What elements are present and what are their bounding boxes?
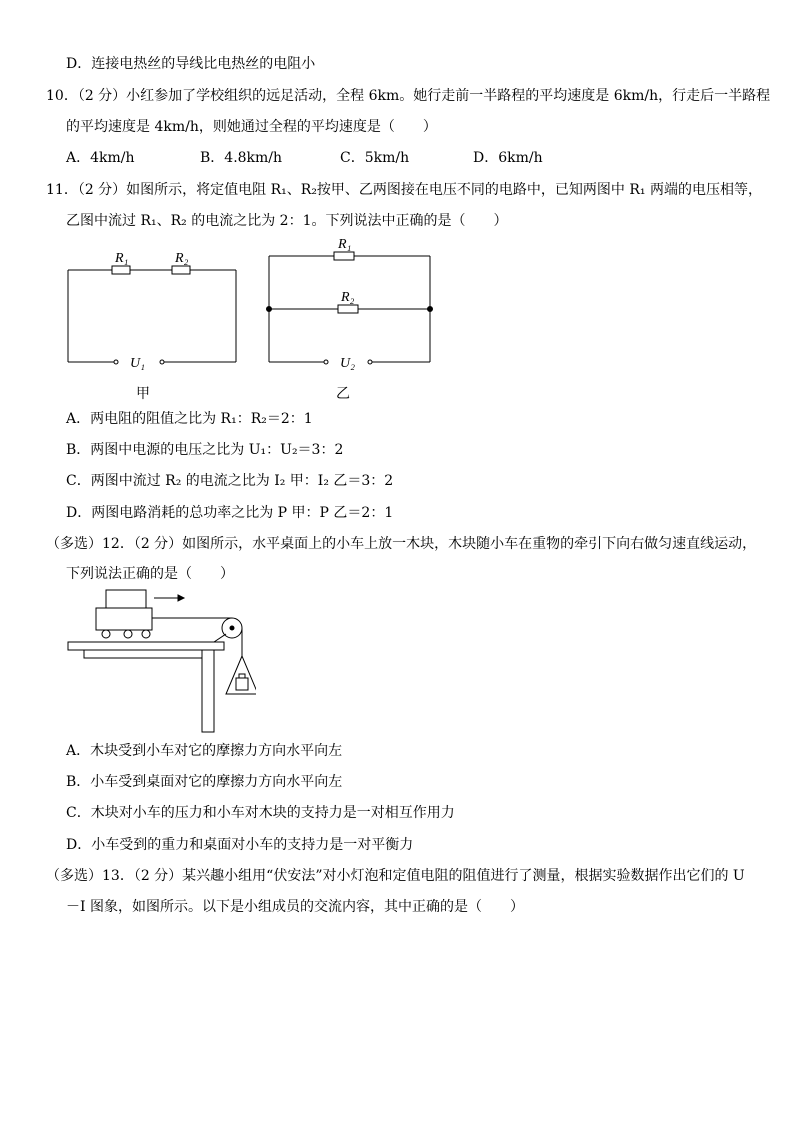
resistor-r2-left [172, 266, 190, 274]
q13-stem-line2: －I 图象，如图所示。以下是小组成员的交流内容，其中正确的是（ ） [66, 899, 524, 915]
q11-stem-line1: 11．（2 分）如图所示，将定值电阻 R₁、R₂按甲、乙两图接在电压不同的电路中，已知两图中 R₁ 两端的电压相等， [46, 182, 762, 198]
circuit-series [68, 266, 236, 364]
q10-option-b: B．4.8km/h [200, 150, 283, 166]
q11-option-c: C．两图中流过 R₂ 的电流之比为 I₂ 甲：I₂ 乙＝3：2 [66, 473, 394, 489]
q10-option-a: A．4km/h [66, 150, 135, 166]
q12-option-c: C．木块对小车的压力和小车对木块的支持力是一对相互作用力 [66, 805, 455, 821]
label-r1-right: R₁ [338, 237, 352, 252]
cart-wheel-right [142, 630, 150, 638]
q11-circuit-figure [60, 232, 450, 404]
q12-stem-line2: 下列说法正确的是（ ） [66, 566, 234, 582]
q11-option-d: D．两图电路消耗的总功率之比为 P 甲：P 乙＝2：1 [66, 505, 394, 521]
q10-option-c: C．5km/h [340, 150, 410, 166]
q12-option-b: B．小车受到桌面对它的摩擦力方向水平向左 [66, 774, 343, 790]
resistor-r2-right [338, 305, 358, 313]
resistor-r1-right [334, 252, 354, 260]
table-top [68, 642, 224, 650]
q11-option-b: B．两图中电源的电压之比为 U₁：U₂＝3：2 [66, 442, 344, 458]
q12-stem-line1: （多选）12．（2 分）如图所示，水平桌面上的小车上放一木块，木块随小车在重物的牵引下向右做匀速直线运动， [46, 536, 757, 552]
terminal-left-a [114, 360, 118, 364]
q10-stem-line1: 10．（2 分）小红参加了学校组织的远足活动，全程 6km。她行走前一半路程的平均速度是 6km/h，行走后一半路程 [46, 88, 771, 104]
label-u1: U₁ [130, 356, 145, 371]
q11-stem-line2: 乙图中流过 R₁、R₂ 的电流之比为 2：1。下列说法中正确的是（ ） [66, 213, 508, 229]
circuit-parallel [267, 252, 433, 364]
q12-cart-figure [66, 586, 256, 736]
q12-option-d: D．小车受到的重力和桌面对小车的支持力是一对平衡力 [66, 837, 414, 853]
label-r2-left: R₂ [175, 251, 189, 266]
q10-option-d: D．6km/h [473, 150, 543, 166]
cart-body [96, 608, 152, 630]
table-under-board [84, 650, 202, 658]
caption-yi: 乙 [336, 387, 350, 402]
terminal-right-a [324, 360, 328, 364]
q11-option-a: A．两电阻的阻值之比为 R₁：R₂＝2：1 [66, 411, 313, 427]
table-leg [202, 650, 214, 732]
cart-wheel-mid [124, 630, 132, 638]
junction-right [428, 307, 433, 312]
wooden-block [106, 590, 146, 608]
junction-left [267, 307, 272, 312]
terminal-right-b [368, 360, 372, 364]
cart-wheel-left [102, 630, 110, 638]
q12-option-a: A．木块受到小车对它的摩擦力方向水平向左 [66, 743, 343, 759]
weight-block [236, 678, 248, 690]
label-u2: U₂ [340, 356, 355, 371]
q10-stem-line2: 的平均速度是 4km/h，则她通过全程的平均速度是（ ） [66, 119, 437, 135]
label-r2-right: R₂ [341, 290, 355, 305]
label-r1-left: R₁ [115, 251, 129, 266]
resistor-r1-left [112, 266, 130, 274]
q9-option-d: D．连接电热丝的导线比电热丝的电阻小 [66, 56, 316, 72]
q13-stem-line1: （多选）13．（2 分）某兴趣小组用“伏安法”对小灯泡和定值电阻的阻值进行了测量，根据实验数据作出它们的 U [46, 868, 745, 884]
terminal-left-b [160, 360, 164, 364]
caption-jia: 甲 [136, 387, 150, 402]
